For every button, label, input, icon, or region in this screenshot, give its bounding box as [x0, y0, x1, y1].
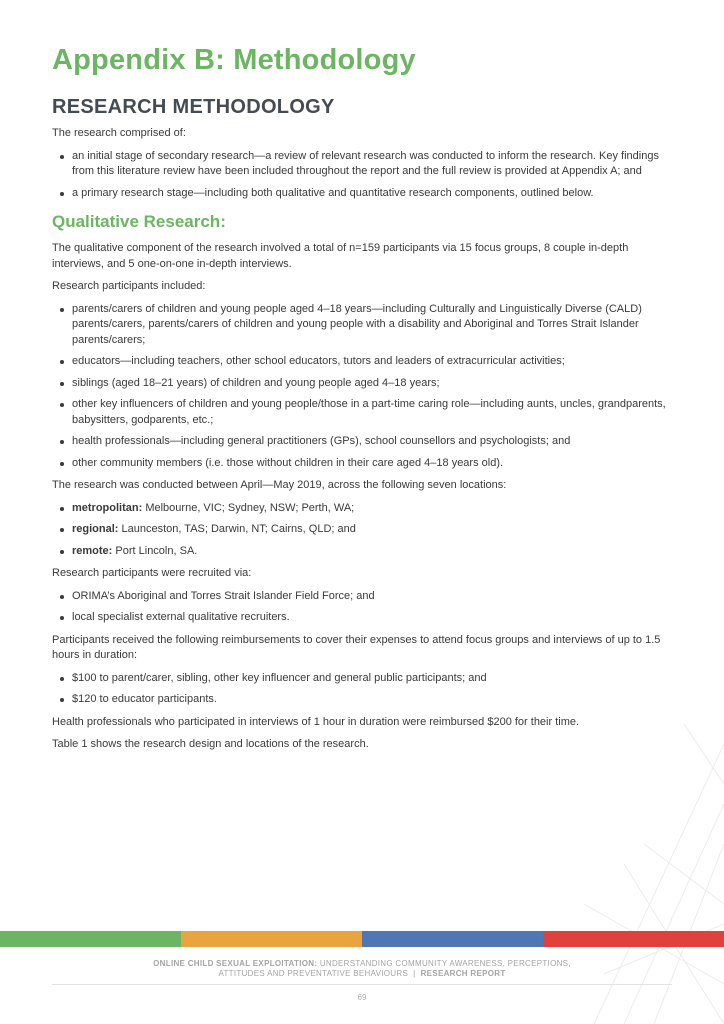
list-item: $120 to educator participants.	[52, 692, 672, 708]
list-item	[52, 522, 672, 538]
participants-list	[52, 302, 672, 472]
health-professionals-paragraph: Health professionals who participated in interviews of 1 hour in duration were reimbursed $200 for their time.	[52, 715, 580, 728]
list-item	[52, 501, 672, 517]
footer-title-rest: UNDERSTANDING COMMUNITY AWARENESS, PERCEPTIONS,	[317, 959, 571, 968]
list-item: $100 to parent/carer, sibling, other key influencer and general public participants; and	[52, 671, 672, 687]
color-band	[0, 931, 724, 947]
footer-divider	[52, 984, 672, 985]
recruit-list	[52, 589, 672, 626]
footer-report-label: RESEARCH REPORT	[420, 969, 506, 978]
color-band-green	[0, 931, 181, 947]
list-item: other key influencers of children and young people/those in a part-time caring role—including aunts, uncles, grandparents, babysitters, godparents, etc.;	[52, 397, 672, 428]
location-label: remote:	[72, 544, 113, 557]
reimbursement-intro: Participants received the following reimbursements to cover their expenses to attend focus groups and interviews of up to 1.5 hours in duration:	[52, 633, 661, 661]
locations-intro: The research was conducted between April—May 2019, across the following seven locations:	[52, 479, 507, 491]
list-item: siblings (aged 18–21 years) of children and young people aged 4–18 years;	[52, 376, 672, 392]
list-item: a primary research stage—including both qualitative and quantitative research components, outlined below.	[52, 186, 672, 202]
report-footer	[0, 959, 724, 979]
list-item: educators—including teachers, other school educators, tutors and leaders of extracurricular activities;	[52, 354, 672, 370]
list-item: other community members (i.e. those without children in their care aged 4–18 years old).	[52, 456, 672, 472]
location-text: Launceston, TAS; Darwin, NT; Cairns, QLD; and	[118, 523, 356, 535]
page-title: Appendix B: Methodology	[52, 44, 416, 76]
page-number: 69	[357, 993, 367, 1002]
body-content	[52, 126, 672, 760]
footer-separator: |	[413, 969, 416, 978]
intro-text: The research comprised of:	[52, 127, 186, 139]
table-reference-paragraph: Table 1 shows the research design and locations of the research.	[52, 738, 369, 750]
location-text: Melbourne, VIC; Sydney, NSW; Perth, WA;	[142, 501, 355, 514]
section-heading: RESEARCH METHODOLOGY	[52, 96, 335, 118]
list-item: parents/carers of children and young people aged 4–18 years—including Culturally and Linguistically Diverse (CALD) parents/carers, parents/carers of children and young people with a disability and Aboriginal and Torres Strait Islander parents/carers;	[52, 302, 672, 349]
reimbursement-list	[52, 671, 672, 708]
qualitative-heading: Qualitative Research:	[52, 212, 226, 231]
footer-subtitle: ATTITUDES AND PREVENTATIVE BEHAVIOURS	[218, 969, 409, 978]
qualitative-paragraph: The qualitative component of the research involved a total of n=159 participants via 15 focus groups, 8 couple in-depth interviews, and 5 one-on-one in-depth interviews.	[52, 242, 629, 270]
footer-bold-title: ONLINE CHILD SEXUAL EXPLOITATION:	[153, 959, 318, 968]
intro-list	[52, 149, 672, 202]
footer-line-1	[0, 959, 724, 969]
location-label: regional:	[72, 523, 119, 535]
decorative-line-pattern	[584, 724, 724, 1024]
location-label: metropolitan:	[72, 501, 143, 514]
color-band-orange	[181, 931, 362, 947]
locations-list	[52, 501, 672, 560]
color-band-blue	[362, 931, 543, 947]
location-text: Port Lincoln, SA.	[112, 544, 198, 557]
participants-intro: Research participants included:	[52, 280, 206, 292]
list-item: an initial stage of secondary research—a review of relevant research was conducted to inform the research. Key findings from this literature review have been included throughout the report and the full review is provided at Appendix A; and	[52, 149, 672, 180]
list-item: local specialist external qualitative recruiters.	[52, 610, 672, 626]
recruit-intro: Research participants were recruited via:	[52, 567, 252, 579]
list-item: health professionals—including general practitioners (GPs), school counsellors and psychologists; and	[52, 434, 672, 450]
list-item: ORIMA’s Aboriginal and Torres Strait Islander Field Force; and	[52, 589, 672, 605]
list-item	[52, 544, 672, 560]
color-band-red	[543, 931, 724, 947]
footer-line-2	[0, 969, 724, 979]
